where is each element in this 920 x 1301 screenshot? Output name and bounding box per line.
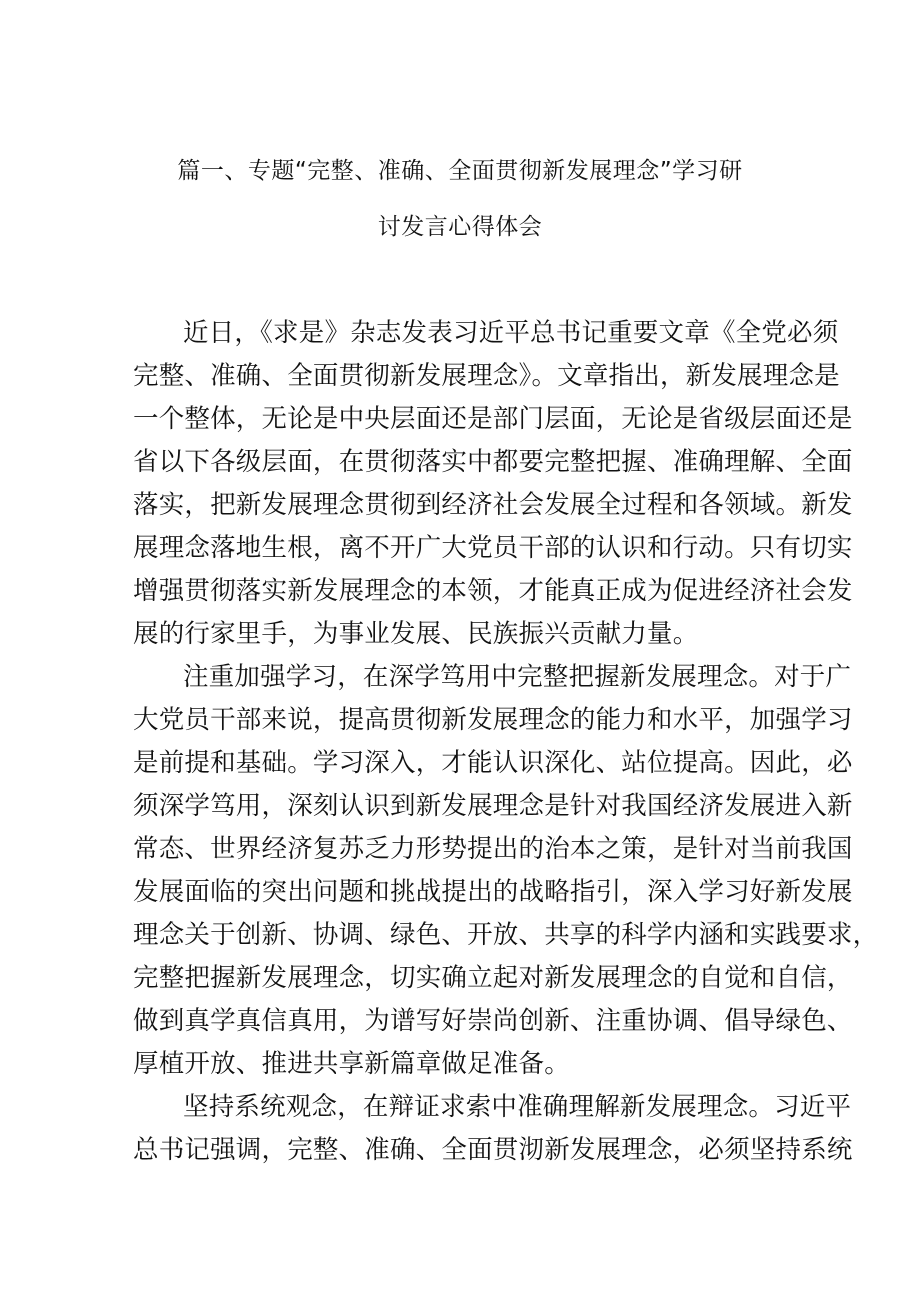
body-line: 近日，《求是》杂志发表习近平总书记重要文章《全党必须 [183,318,839,348]
body-line: 展的行家里手，为事业发展、民族振兴贡献力量。 [133,619,699,649]
body-line: 须深学笃用，深刻认识到新发展理念是针对我国经济发展进入新 [133,791,853,821]
body-line: 完整、准确、全面贯彻新发展理念》。文章指出，新发展理念是 [133,361,840,391]
body-line: 总书记强调，完整、准确、全面贯沏新发展理念，必须坚持系统 [133,1135,853,1165]
body-line: 坚持系统观念，在辩证求索中准确理解新发展理念。习近平 [183,1092,852,1122]
body-line: 大党员干部来说，提高贯彻新发展理念的能力和水平，加强学习 [133,705,853,735]
body-line: 发展面临的突出问题和挑战提出的战略指引，深入学习好新发展 [133,877,853,907]
body-line: 常态、世界经济复苏乏力形势提出的治本之策，是针对当前我国 [133,834,853,864]
body-line: 厚植开放、推进共享新篇章做足准备。 [133,1049,570,1079]
body-line: 一个整体，无论是中央层面还是部门层面，无论是省级层面还是 [133,404,853,434]
body-line: 是前提和基础。学习深入，才能认识深化、站位提高。因此，必 [133,748,853,778]
body-line: 完整把握新发展理念，切实确立起对新发展理念的自觉和自信， [133,963,853,993]
body-line: 展理念落地生根，离不开广大党员干部的认识和行动。只有切实 [133,533,853,563]
body-line: 落实，把新发展理念贯彻到经济社会发展全过程和各领域。新发 [133,490,853,520]
body-line: 省以下各级层面，在贯彻落实中都要完整把握、准确理解、全面 [133,447,853,477]
body-line: 注重加强学习，在深学笃用中完整把握新发展理念。对于广 [183,662,852,692]
body-line: 做到真学真信真用，为谱写好崇尚创新、注重协调、倡导绿色、 [133,1006,853,1036]
body-line: 理念关于创新、协调、绿色、开放、共享的科学内涵和实践要求， [133,920,879,950]
body-line: 增强贯彻落实新发展理念的本领，才能真正成为促进经济社会发 [133,576,853,606]
document-title-line-1: 篇一、专题“完整、准确、全面贯彻新发展理念”学习研 [177,158,743,184]
document-title-line-2: 讨发言心得体会 [377,214,543,240]
document-body [133,312,879,1172]
